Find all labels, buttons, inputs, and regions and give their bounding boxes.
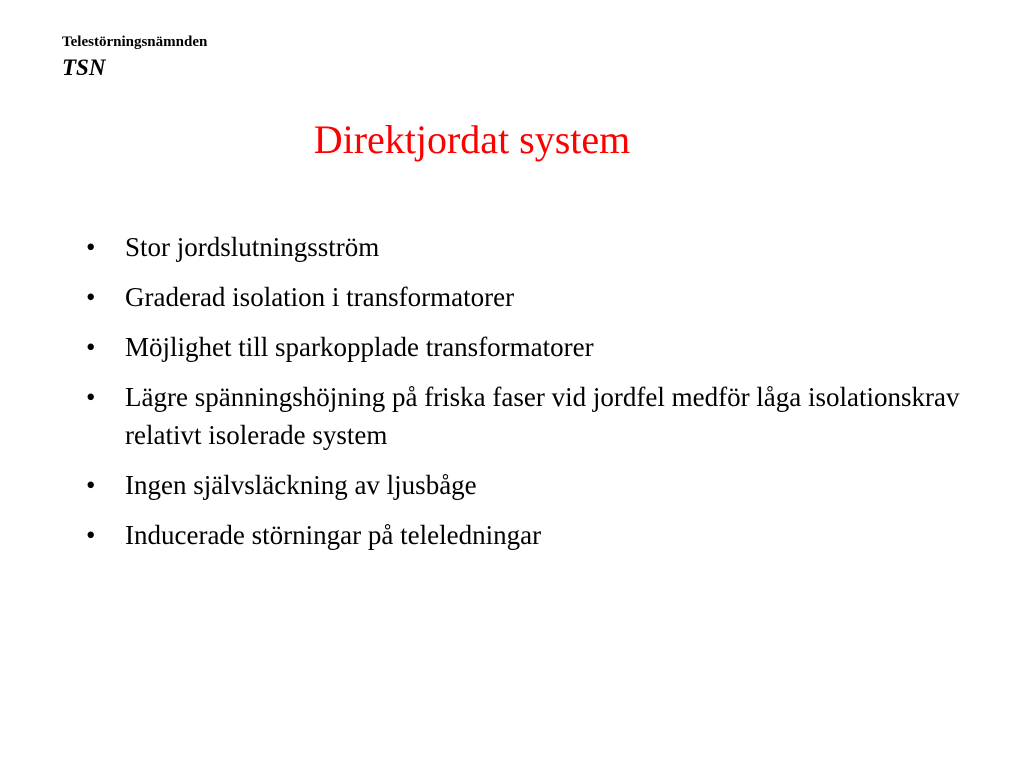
bullet-text: Möjlighet till sparkopplade transformatorer [125,332,594,362]
bullet-mark: • [86,282,96,312]
bullet-text: Lägre spänningshöjning på friska faser vid jordfel medför låga isolationskrav relativt isolerade system [125,382,960,450]
bullet-item [86,228,966,266]
bullet-list [86,228,966,566]
org-header [62,33,207,82]
bullet-text: Inducerade störningar på teleledningar [125,520,542,550]
bullet-item [86,328,966,366]
bullet-item [86,516,966,554]
bullet-item [86,466,966,504]
bullet-text: Graderad isolation i transformatorer [125,282,515,312]
bullet-mark: • [86,382,96,412]
bullet-text: Stor jordslutningsström [125,232,380,262]
bullet-mark: • [86,232,96,262]
bullet-text: Ingen självsläckning av ljusbåge [125,470,477,500]
bullet-item [86,278,966,316]
slide-title: Direktjordat system [313,117,631,162]
bullet-mark: • [86,470,96,500]
org-name: Telestörningsnämnden [62,34,208,50]
org-abbreviation: TSN [62,55,106,80]
bullet-mark: • [86,332,96,362]
bullet-mark: • [86,520,96,550]
bullet-item [86,378,966,454]
